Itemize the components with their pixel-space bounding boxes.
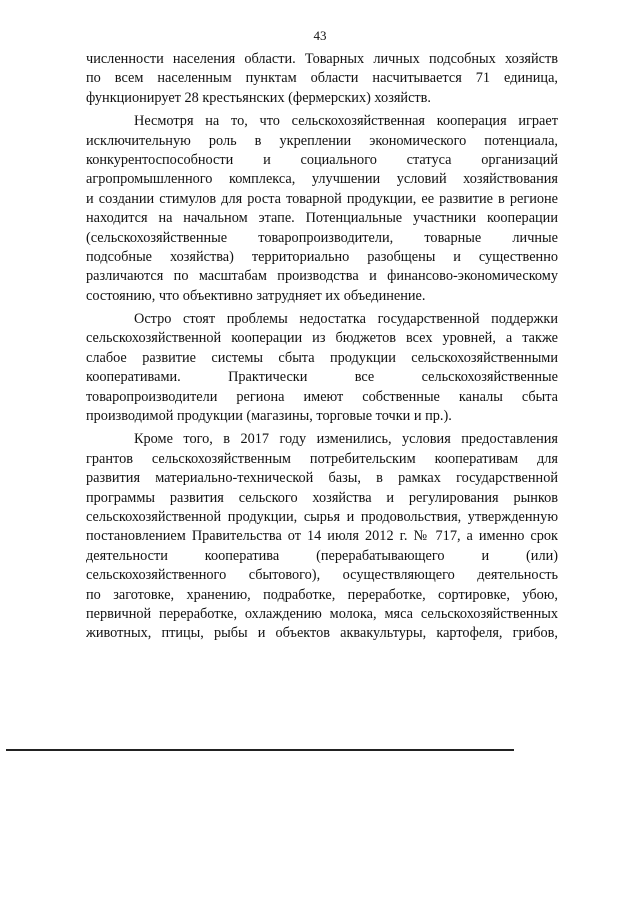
text-line: производимой продукции (магазины, торговые точки и пр.). <box>86 408 452 425</box>
text-line: функционирует 28 крестьянских (фермерских) хозяйств. <box>86 89 431 106</box>
text-line: Несмотря на то, что сельскохозяйственная кооперация играет <box>134 113 558 130</box>
text-line: товаропроизводители региона имеют собственные каналы сбыта <box>86 388 558 405</box>
text-line: по заготовке, хранению, подработке, переработке, сортировке, убою, <box>86 586 558 603</box>
paragraph-2 <box>86 112 558 306</box>
text-line: развития материально-технической базы, в рамках государственной <box>86 470 558 487</box>
text-line: и создании стимулов для роста товарной продукции, ее развитие в регионе <box>86 190 558 207</box>
text-line: грантов сельскохозяйственным потребительским кооперативам для <box>86 450 558 467</box>
page-number: 43 <box>313 28 327 43</box>
text-line: сельскохозяйственной кооперации из бюджетов всех уровней, а также <box>86 330 558 347</box>
text-line: подсобные хозяйства) территориально разобщены и существенно <box>86 248 558 265</box>
text-line: деятельности кооператива (перерабатывающего и (или) <box>86 547 558 564</box>
text-line: Остро стоят проблемы недостатка государственной поддержки <box>134 311 558 328</box>
document-body <box>86 50 558 648</box>
text-line: животных, птицы, рыбы и объектов аквакультуры, картофеля, грибов, <box>86 625 558 642</box>
text-line: состоянию, что объективно затрудняет их объединение. <box>86 287 426 304</box>
paragraph-4 <box>86 430 558 643</box>
text-line: численности населения области. Товарных личных подсобных хозяйств <box>86 51 558 67</box>
text-line: (сельскохозяйственные товаропроизводители, товарные личные <box>86 229 558 246</box>
text-line: Кроме того, в 2017 году изменились, условия предоставления <box>134 431 558 448</box>
paragraph-1 <box>86 50 558 108</box>
text-line: первичной переработке, охлаждению молока, мяса сельскохозяйственных <box>86 605 558 622</box>
text-line: исключительную роль в укреплении экономического потенциала, <box>86 132 558 149</box>
text-line: программы развития сельского хозяйства и регулирования рынков <box>86 489 558 506</box>
text-line: находится на начальном этапе. Потенциальные участники кооперации <box>86 210 558 227</box>
paragraph-3 <box>86 310 558 426</box>
text-line: конкурентоспособности и социального статуса организаций <box>86 151 558 168</box>
text-line: сельскохозяйственной продукции, сырья и продовольствия, утвержденную <box>86 508 558 525</box>
text-line: агропромышленного комплекса, улучшении условий хозяйствования <box>86 171 558 188</box>
text-line: кооперативами. Практически все сельскохозяйственные <box>86 369 558 386</box>
footnote-divider <box>6 749 514 751</box>
text-line: различаются по масштабам производства и финансово-экономическому <box>86 268 558 285</box>
text-line: сельскохозяйственного сбытового), осуществляющего деятельность <box>86 567 558 584</box>
text-line: постановлением Правительства от 14 июля 2012 г. № 717, а именно срок <box>86 528 558 545</box>
text-line: по всем населенным пунктам области насчитывается 71 единица, <box>86 70 558 87</box>
text-line: слабое развитие системы сбыта продукции сельскохозяйственными <box>86 349 558 366</box>
